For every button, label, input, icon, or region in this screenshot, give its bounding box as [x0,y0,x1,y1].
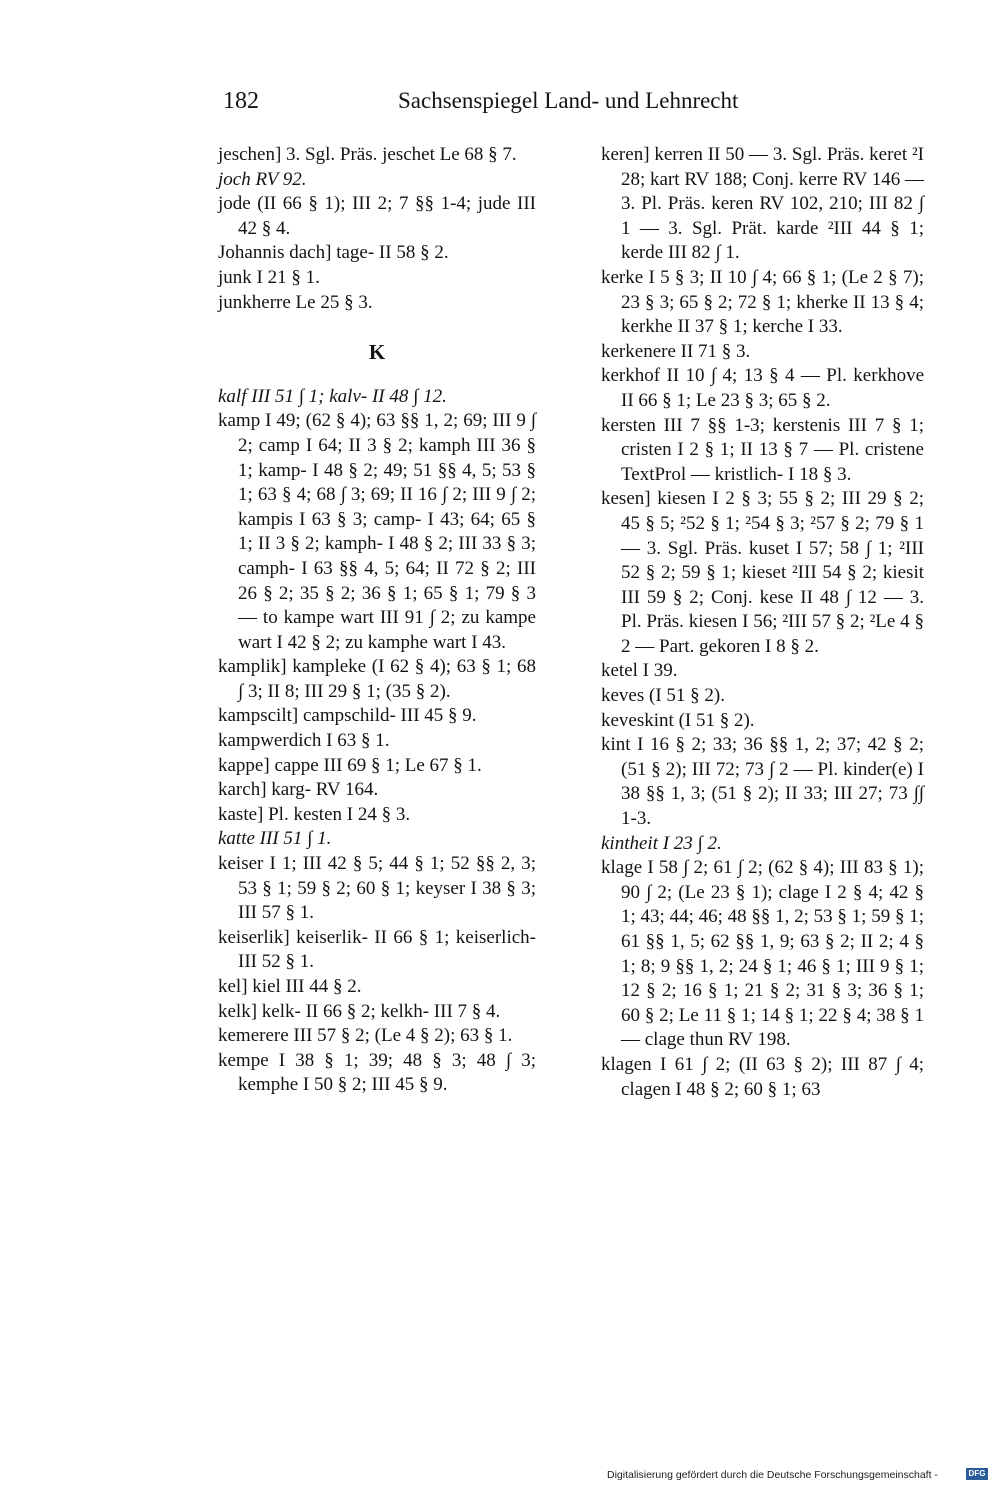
index-entry: kamplik] kampleke (I 62 § 4); 63 § 1; 68 ∫ 3; II 8; III 29 § 1; (35 § 2). [218,656,536,702]
index-entry: kamp I 49; (62 § 4); 63 §§ 1, 2; 69; III 9 ∫ 2; camp I 64; II 3 § 2; kamph III 36 § 1; kamp- I 48 § 2; 49; 51 §§ 4, 5; 53 § 1; 63 § 4; 68 ∫ 3; 69; II 16 ∫ 2; III 9 ∫ 2; kampis I 63 § 3; camp- I 43; 64; 65 § 1; II 3 § 2; kamph- I 48 § 2; III 33 § 3; camph- I 63 §§ 4, 5; 64; II 72 § 2; III 26 § 2; 35 § 2; 36 § 1; 65 § 1; 79 § 3 — to kampe wart III 91 ∫ 2; zu kampe wart I 42 § 2; zu kamphe wart I 43. [218,410,536,653]
index-entry: kemerere III 57 § 2; (Le 4 § 2); 63 § 1. [218,1025,513,1047]
index-entry: joch RV 92. [218,168,307,190]
index-entry: kerkenere II 71 § 3. [601,340,751,362]
index-entry: kappe] cappe III 69 § 1; Le 67 § 1. [218,754,482,776]
index-entry: kampscilt] campschild- III 45 § 9. [218,705,477,727]
index-entry: keves (I 51 § 2). [601,685,725,707]
index-entry: Johannis dach] tage- II 58 § 2. [218,242,449,264]
index-entry: jode (II 66 § 1); III 2; 7 §§ 1-4; jude III 42 § 4. [218,193,536,239]
right-column [601,143,924,1102]
left-column [218,143,536,1098]
index-entry: kersten III 7 §§ 1-3; kerstenis III 7 § 1; cristen I 2 § 1; II 13 § 7 — Pl. cristene TextProl — kristlich- I 18 § 3. [601,414,924,485]
index-entry: keiserlik] keiserlik- II 66 § 1; keiserlich- III 52 § 1. [218,926,536,973]
index-entry: kerkhof II 10 ∫ 4; 13 § 4 — Pl. kerkhove II 66 § 1; Le 23 § 3; 65 § 2. [601,365,924,411]
index-entry: klage I 58 ∫ 2; 61 ∫ 2; (62 § 4); III 83 § 1); 90 ∫ 2; (Le 23 § 1); clage I 2 § 4; 42 § 1; 43; 44; 46; 48 §§ 1, 2; 53 § 1; 59 § 1; 61 §§ 1, 5; 62 §§ 1, 9; 63 § 2; II 2; 4 § 1; 8; 9 §§ 1, 2; 24 § 1; 46 § 1; III 9 § 1; 12 § 2; 16 § 1; 21 § 2; 31 § 3; 36 § 1; 60 § 2; Le 11 § 1; 14 § 1; 22 § 4; 38 § 1 — clage thun RV 198. [601,857,924,1051]
index-entry: junkherre Le 25 § 3. [218,291,373,313]
index-entry: klagen I 61 ∫ 2; (II 63 § 2); III 87 ∫ 4; clagen I 48 § 2; 60 § 1; 63 [601,1053,924,1100]
running-title: Sachsenspiegel Land- und Lehnrecht [398,88,739,113]
right-entries [601,143,924,1102]
dfg-logo: DFG [966,1468,988,1480]
index-entry: junk I 21 § 1. [218,266,320,288]
index-entry: kempe I 38 § 1; 39; 48 § 3; 48 ∫ 3; kemphe I 50 § 2; III 45 § 9. [218,1049,536,1096]
index-entry: kerke I 5 § 3; II 10 ∫ 4; 66 § 1; (Le 2 § 7); 23 § 3; 65 § 2; 72 § 1; kherke II 13 § 4; kerkhe II 37 § 1; kerche I 33. [601,266,924,338]
index-entry: ketel I 39. [601,660,678,682]
index-entry: kesen] kiesen I 2 § 3; 55 § 2; III 29 § 2; 45 § 5; ²52 § 1; ²54 § 3; ²57 § 2; 79 § 1 — 3. Sgl. Präs. kuset I 57; 58 ∫ 1; ²III 52 § 2; 59 § 1; kieset ²III 54 § 2; kiesit III 59 § 2; Conj. kese II 48 ∫ 12 — 3. Pl. Präs. kiesen I 56; ²III 57 § 2; ²Le 4 § 2 — Part. gekoren I 8 § 2. [601,488,924,657]
footer-credit: Digitalisierung gefördert durch die Deutsche Forschungsgemeinschaft - [607,1469,938,1481]
index-entry: kelk] kelk- II 66 § 2; kelkh- III 7 § 4. [218,1000,501,1022]
index-entry: kalf III 51 ∫ 1; kalv- II 48 ∫ 12. [218,385,447,407]
entries-before-section [218,143,536,315]
index-entry: keveskint (I 51 § 2). [601,709,755,731]
index-entry: kampwerdich I 63 § 1. [218,730,390,752]
section-letter: K [368,340,386,365]
index-entry: karch] karg- RV 164. [218,779,379,801]
index-entry: katte III 51 ∫ 1. [218,828,332,850]
index-entry: keren] kerren II 50 — 3. Sgl. Präs. keret ²I 28; kart RV 188; Conj. kerre RV 146 — 3. Pl. Präs. keren RV 102, 210; III 82 ∫ 1 — 3. Sgl. Prät. karde ²III 44 § 1; kerde III 82 ∫ 1. [601,144,924,264]
page-number: 182 [223,88,259,114]
index-entry: kaste] Pl. kesten I 24 § 3. [218,803,411,825]
index-entry: kintheit I 23 ∫ 2. [601,832,722,854]
index-entry: kel] kiel III 44 § 2. [218,976,362,997]
index-entry: jeschen] 3. Sgl. Präs. jeschet Le 68 § 7. [218,144,517,165]
index-entry: keiser I 1; III 42 § 5; 44 § 1; 52 §§ 2, 3; 53 § 1; 59 § 2; 60 § 1; keyser I 38 § 3; III 57 § 1. [218,853,536,924]
index-entry: kint I 16 § 2; 33; 36 §§ 1, 2; 37; 42 § 2; (51 § 2); III 72; 73 ∫ 2 — Pl. kinder(e) I 38 §§ 1, 3; (51 § 2); II 33; III 27; 73 ∫∫ 1-3. [601,734,924,830]
entries-after-section [218,385,536,1098]
